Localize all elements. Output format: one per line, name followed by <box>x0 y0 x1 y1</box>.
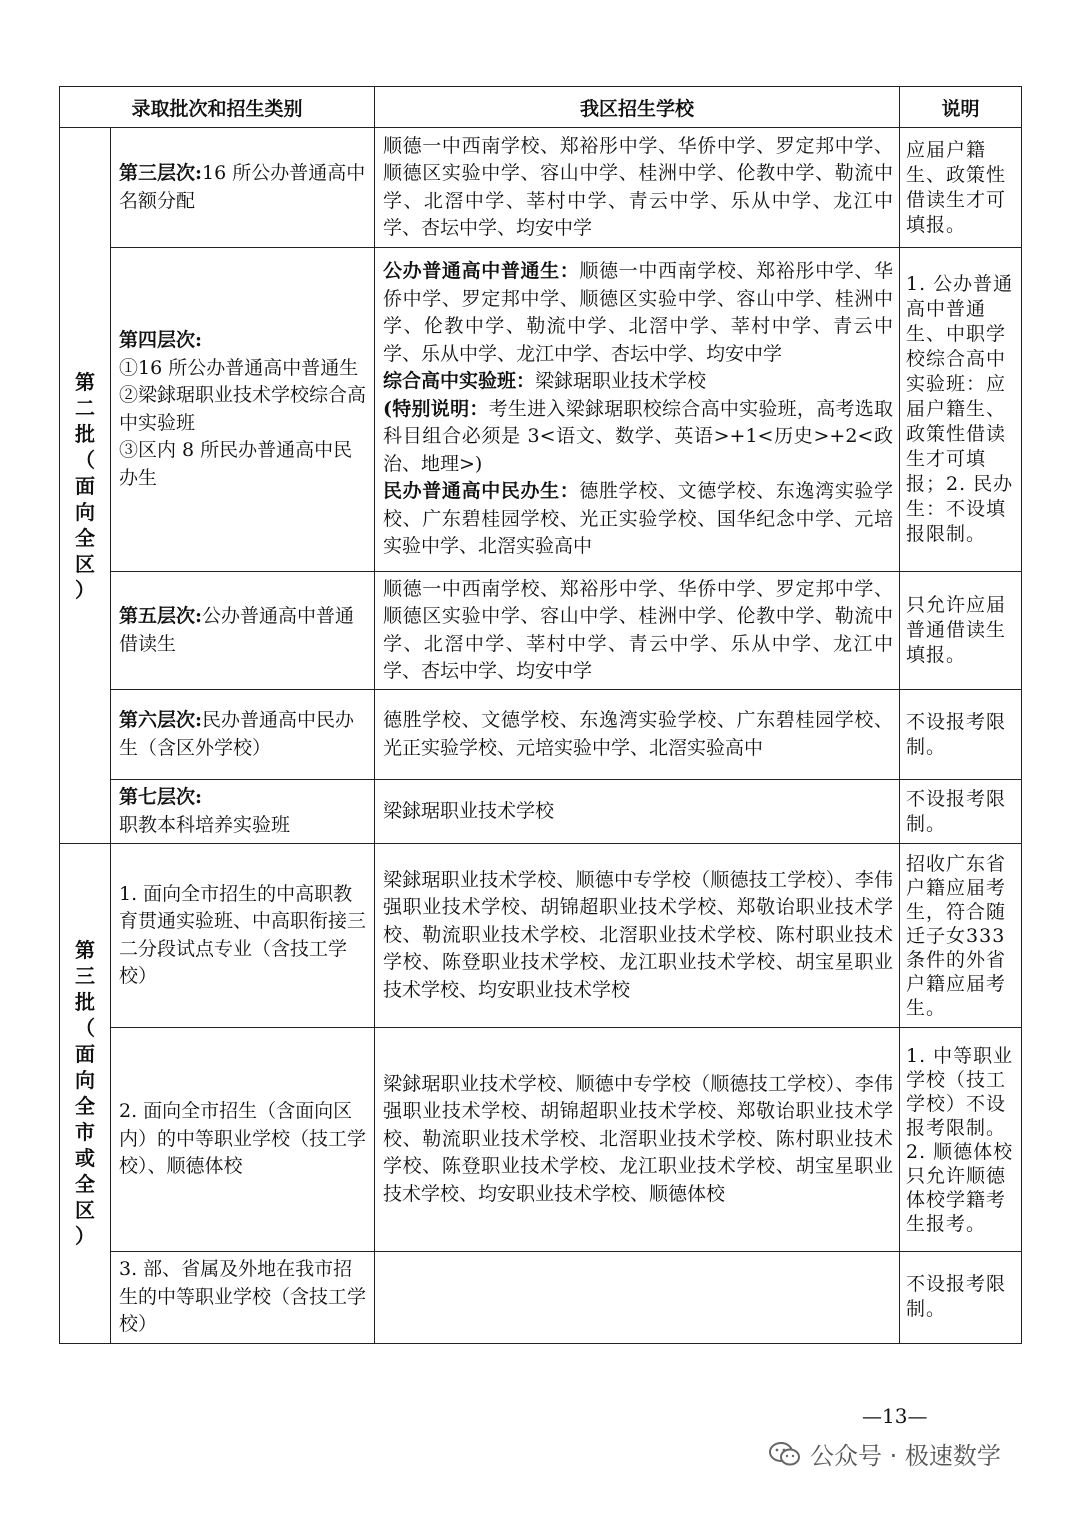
table-row <box>60 1252 1022 1344</box>
header-row <box>60 87 1022 128</box>
table-row <box>60 780 1022 844</box>
table-row <box>60 572 1022 690</box>
schools-cell: 德胜学校、文德学校、东逸湾实验学校、广东碧桂园学校、光正实验学校、元培实验中学、北滘实验高中 <box>375 690 900 780</box>
header-note: 说明 <box>900 87 1022 128</box>
table-row <box>60 248 1022 572</box>
category-cell: 第四层次: ①16 所公办普通高中普通生 ②梁銶琚职业技术学校综合高中实验班 ③区内 8 所民办普通高中民办生 <box>111 248 375 572</box>
note-cell: 不设报考限制。 <box>900 780 1022 844</box>
schools-cell: 公办普通高中普通生：顺德一中西南学校、郑裕彤中学、华侨中学、罗定邦中学、顺德区实验中学、容山中学、桂洲中学、伦教中学、勒流中学、北滘中学、莘村中学、青云中学、乐从中学、龙江中学、杏坛中学、均安中学 综合高中实验班：梁銶琚职业技术学校 (特别说明：考生进入梁銶琚职校综合高中实验班，高考选取科目组合必须是 3<语文、数学、英语>+1<历史>+2<政治、地理>) 民办普通高中民办生：德胜学校、文德学校、东逸湾实验学校、广东碧桂园学校、光正实验学校、国华纪念中学、元培实验中学、北滘实验高中 <box>375 248 900 572</box>
wechat-icon <box>768 1441 802 1467</box>
note-cell: 1. 中等职业学校（技工学校）不设报考限制。2. 顺德体校只允许顺德体校学籍考生报考。 <box>900 1028 1022 1252</box>
schools-cell: 梁銶琚职业技术学校、顺德中专学校（顺德技工学校）、李伟强职业技术学校、胡锦超职业技术学校、郑敬诒职业技术学校、勒流职业技术学校、北滘职业技术学校、陈村职业技术学校、陈登职业技术学校、龙江职业技术学校、胡宝星职业技术学校、均安职业技术学校 <box>375 844 900 1028</box>
schools-cell <box>375 1252 900 1344</box>
note-cell: 不设报考限制。 <box>900 1252 1022 1344</box>
category-cell: 1. 面向全市招生的中高职教育贯通实验班、中高职衔接三二分段试点专业（含技工学校） <box>111 844 375 1028</box>
admission-table <box>59 86 1022 1344</box>
table-row <box>60 690 1022 780</box>
header-category: 录取批次和招生类别 <box>60 87 375 128</box>
note-cell: 招收广东省户籍应届考生，符合随迁子女333条件的外省户籍应届考生。 <box>900 844 1022 1028</box>
watermark <box>768 1436 1001 1471</box>
watermark-text: 公众号 · 极速数学 <box>810 1442 1001 1470</box>
note-cell: 只允许应届普通借读生填报。 <box>900 572 1022 690</box>
table-row <box>60 128 1022 248</box>
schools-cell: 梁銶琚职业技术学校、顺德中专学校（顺德技工学校）、李伟强职业技术学校、胡锦超职业技术学校、郑敬诒职业技术学校、勒流职业技术学校、北滘职业技术学校、陈村职业技术学校、陈登职业技术学校、龙江职业技术学校、胡宝星职业技术学校、均安职业技术学校、顺德体校 <box>375 1028 900 1252</box>
category-cell: 第三层次:16 所公办普通高中名额分配 <box>111 128 375 248</box>
category-cell: 第五层次:公办普通高中普通借读生 <box>111 572 375 690</box>
table-row <box>60 844 1022 1028</box>
page-number: —13— <box>862 1404 928 1428</box>
note-cell: 不设报考限制。 <box>900 690 1022 780</box>
schools-cell: 顺德一中西南学校、郑裕彤中学、华侨中学、罗定邦中学、顺德区实验中学、容山中学、桂洲中学、伦教中学、勒流中学、北滘中学、莘村中学、青云中学、乐从中学、龙江中学、杏坛中学、均安中学 <box>375 572 900 690</box>
category-cell: 第七层次: 职教本科培养实验班 <box>111 780 375 844</box>
table-row <box>60 1028 1022 1252</box>
batch2-label: 第 二 批 （ 面 向 全 区 ） <box>60 128 111 844</box>
note-cell: 1. 公办普通高中普通生、中职学校综合高中实验班：应届户籍生、政策性借读生才可填报；2. 民办生：不设填报限制。 <box>900 248 1022 572</box>
category-cell: 2. 面向全市招生（含面向区内）的中等职业学校（技工学校）、顺德体校 <box>111 1028 375 1252</box>
schools-cell: 顺德一中西南学校、郑裕彤中学、华侨中学、罗定邦中学、顺德区实验中学、容山中学、桂洲中学、伦教中学、勒流中学、北滘中学、莘村中学、青云中学、乐从中学、龙江中学、杏坛中学、均安中学 <box>375 128 900 248</box>
category-cell: 3. 部、省属及外地在我市招生的中等职业学校（含技工学校） <box>111 1252 375 1344</box>
schools-cell: 梁銶琚职业技术学校 <box>375 780 900 844</box>
category-cell: 第六层次:民办普通高中民办生（含区外学校） <box>111 690 375 780</box>
header-schools: 我区招生学校 <box>375 87 900 128</box>
batch3-label: 第 三 批 （ 面 向 全 市 或 全 区 ） <box>60 844 111 1344</box>
note-cell: 应届户籍生、政策性借读生才可填报。 <box>900 128 1022 248</box>
